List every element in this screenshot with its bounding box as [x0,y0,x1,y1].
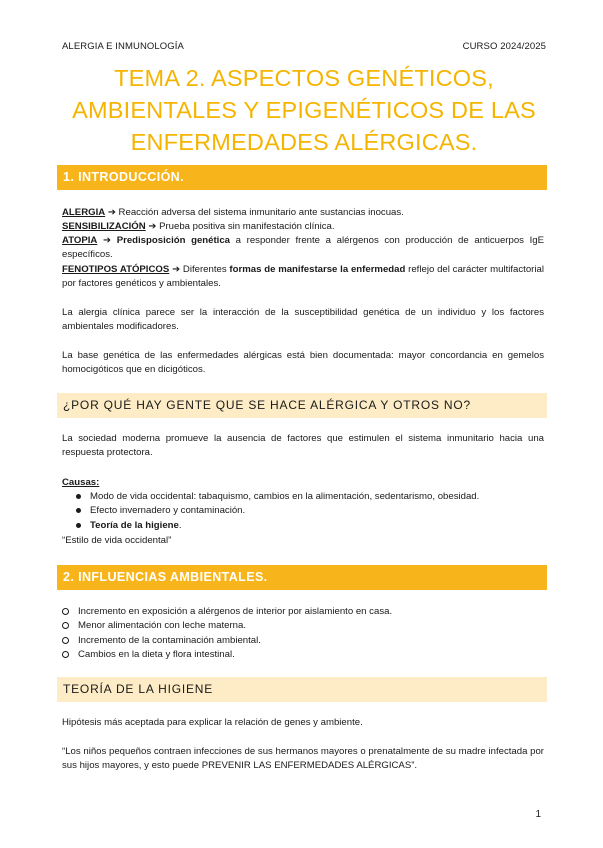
causas-label: Causas: [62,477,100,488]
influencias-list [62,605,544,662]
term-alergia: ALERGIA [62,207,106,218]
arrow-icon: ➔ [148,221,157,232]
list-item: Incremento en exposición a alérgenos de interior por aislamiento en casa. [62,605,544,619]
quote-estilo-vida: “Estilo de vida occidental” [62,535,172,546]
section-heading-influencias: 2. INFLUENCIAS AMBIENTALES. [57,565,547,590]
document-title [62,62,546,158]
term-atopia: ATOPIA [62,235,98,246]
paragraph-sociedad-moderna: La sociedad moderna promueve la ausencia de factores que estimulen el sistema inmunitario hacia una respuesta protectora. [62,433,544,459]
header-course-year: CURSO 2024/2025 [462,41,546,52]
definition-text: Reacción adversa del sistema inmunitario ante sustancias inocuas. [115,207,404,218]
paragraph-hipotesis: Hipótesis más aceptada para explicar la relación de genes y ambiente. [62,717,363,728]
causas-list [62,490,544,533]
definition-sensibilizacion [62,220,544,234]
definition-atopia [62,234,544,263]
definition-text: reflejo del carácter multifactorial por factores genéticos y ambientales. [62,264,544,290]
list-item-suffix: . [178,519,182,531]
term-sensibilizacion: SENSIBILIZACIÓN [62,221,146,232]
subsection-heading-teoria-higiene: TEORÍA DE LA HIGIENE [57,677,547,702]
list-item: Incremento de la contaminación ambiental. [62,634,544,648]
paragraph-alergia-clinica: La alergia clínica parece ser la interacción de la susceptibilidad genética de un individuo y los factores ambientales modificadores. [62,307,544,333]
definition-alergia [62,206,544,220]
list-item [62,519,544,533]
fenotipos-bold: formas de manifestarse la enfermedad [229,264,406,275]
list-item: Menor alimentación con leche materna. [62,619,544,633]
list-item: Efecto invernadero y contaminación. [62,504,544,518]
arrow-icon: ➔ [172,264,181,275]
term-fenotipos: FENOTIPOS ATÓPICOS [62,264,170,275]
definition-text: Diferentes [180,264,230,275]
title-line-1: TEMA 2. ASPECTOS GENÉTICOS, [114,65,494,91]
teoria-higiene-bold: Teoría de la higiene [90,519,179,531]
definition-fenotipos [62,263,544,292]
definition-text: a responder frente a alérgenos con producción de anticuerpos IgE específicos. [62,235,544,261]
title-line-3: ENFERMEDADES ALÉRGICAS. [130,129,478,155]
quote-ninos-pequenos: “Los niños pequeños contraen infecciones de sus hermanos mayores o prenatalmente de su madre infectada por sus hijos mayores, y esto puede PREVENIR LAS ENFERMEDADES ALÉRGICAS”. [62,746,544,772]
section-heading-introduccion: 1. INTRODUCCIÓN. [57,165,547,190]
title-line-2: AMBIENTALES Y EPIGENÉTICOS DE LAS [72,97,536,123]
page-number: 1 [535,809,541,820]
atopia-bold: Predisposición genética [116,235,231,246]
subsection-heading-por-que: ¿POR QUÉ HAY GENTE QUE SE HACE ALÉRGICA Y OTROS NO? [57,393,547,418]
paragraph-base-genetica: La base genética de las enfermedades alérgicas está bien documentada: mayor concordancia en gemelos homocigóticos que en dicigóticos. [62,350,544,376]
definition-text: Prueba positiva sin manifestación clínica. [156,221,335,232]
arrow-icon: ➔ [107,207,116,218]
list-item: Cambios en la dieta y flora intestinal. [62,648,544,662]
list-item: Modo de vida occidental: tabaquismo, cambios en la alimentación, sedentarismo, obesidad. [62,490,544,504]
arrow-icon: ➔ [103,235,112,246]
header-course-name: ALERGIA E INMUNOLOGÍA [62,41,184,52]
